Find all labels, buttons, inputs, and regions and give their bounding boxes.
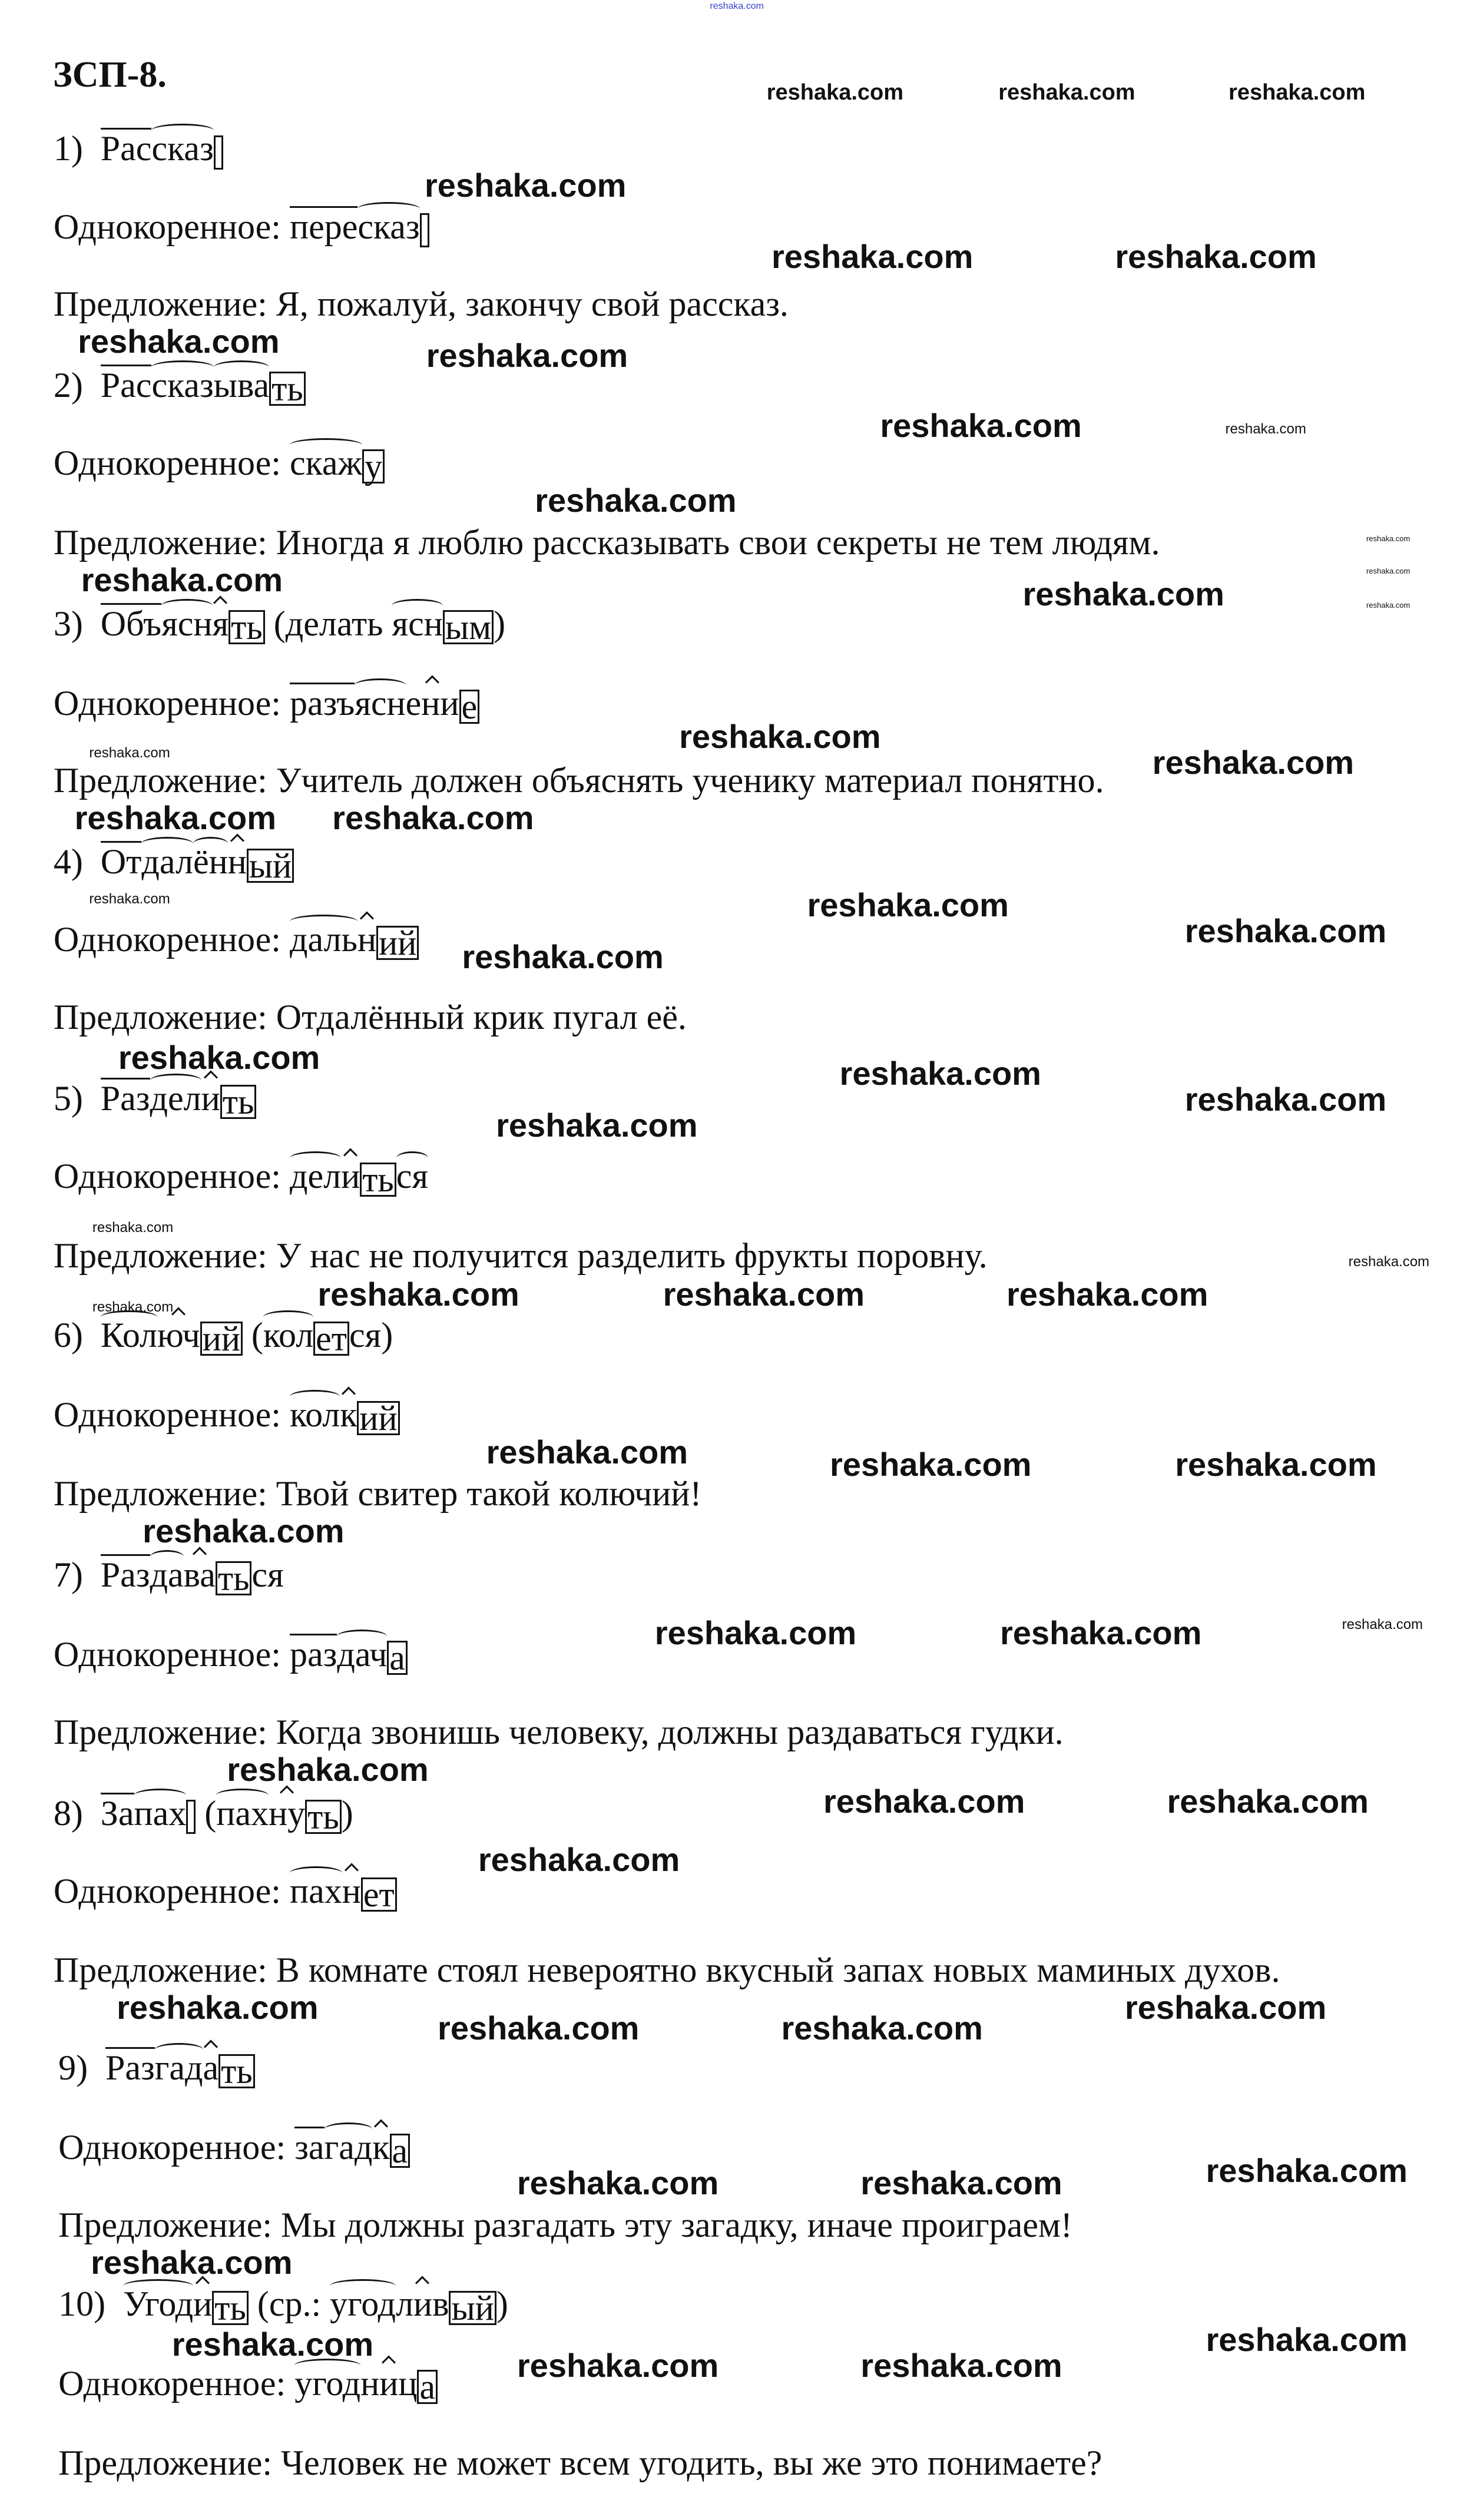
item-word-line <box>53 841 294 885</box>
morpheme-root: дел <box>150 1079 201 1118</box>
morpheme-root: да <box>150 1555 184 1595</box>
morpheme-root: ён <box>193 842 228 882</box>
item-word-line <box>53 365 306 409</box>
item-related-line <box>53 1156 429 1200</box>
morpheme-ending: ет <box>313 1322 349 1356</box>
sentence-text: В комнате стоял невероятно вкусный запах новых маминых духов. <box>276 1951 1280 1990</box>
item-sentence-line <box>54 524 1160 561</box>
watermark-text: reshaka.com <box>89 890 170 907</box>
watermark-text: reshaka.com <box>998 80 1135 105</box>
watermark-text: reshaka.com <box>1167 1782 1369 1820</box>
morpheme-prefix: за <box>294 2127 325 2167</box>
sentence-label: Предложение: <box>53 761 276 800</box>
item-sentence-line <box>54 1237 988 1274</box>
related-label: Однокоренное: <box>53 683 290 723</box>
watermark-text: reshaka.com <box>1124 1989 1327 2026</box>
morpheme-suffix: н <box>342 1871 361 1910</box>
watermark-text: reshaka.com <box>317 1275 519 1313</box>
morpheme-root: скаж <box>289 443 362 483</box>
watermark-text: reshaka.com <box>227 1750 429 1788</box>
item-sentence-line <box>54 285 789 323</box>
morpheme-ending: ий <box>376 926 419 960</box>
item-related-line <box>53 1395 400 1438</box>
item-related-line <box>54 444 385 484</box>
item-sentence-line <box>54 1475 702 1512</box>
morpheme-text: ) <box>494 604 506 643</box>
morpheme-prefix: Объ <box>100 604 162 643</box>
watermark-text: reshaka.com <box>118 1038 320 1076</box>
morpheme-ending: а <box>417 2370 438 2404</box>
item-number: 5) <box>53 1079 101 1118</box>
watermark-text: reshaka.com <box>1366 567 1411 576</box>
watermark-text: reshaka.com <box>74 799 277 837</box>
morpheme-root: угод <box>330 2284 396 2324</box>
page-heading: ЗСП-8. <box>53 55 167 95</box>
related-label: Однокоренное: <box>53 1395 290 1434</box>
morpheme-text: ) <box>341 1793 353 1833</box>
watermark-text: reshaka.com <box>438 2009 640 2047</box>
morpheme-prefix: Раз <box>100 1079 150 1118</box>
morpheme-ending: ть <box>360 1163 396 1197</box>
watermark-text: reshaka.com <box>117 1989 319 2026</box>
watermark-text: reshaka.com <box>332 799 534 837</box>
item-number: 4) <box>53 842 101 882</box>
sentence-label: Предложение: <box>53 284 276 324</box>
watermark-text: reshaka.com <box>1152 743 1355 781</box>
item-word-line <box>53 1078 257 1122</box>
morpheme-text: (делать <box>264 604 392 643</box>
watermark-text: reshaka.com <box>1206 2152 1408 2190</box>
morpheme-root: ясн <box>355 683 406 723</box>
watermark-text: reshaka.com <box>654 1614 857 1651</box>
morpheme-root: дал <box>141 842 193 882</box>
item-sentence-line <box>58 2206 1072 2244</box>
item-number: 3) <box>53 604 101 643</box>
morpheme-ending: ть <box>229 610 265 644</box>
item-word-line <box>54 1316 393 1356</box>
watermark-text: reshaka.com <box>91 2243 293 2281</box>
related-label: Однокоренное: <box>53 920 290 959</box>
morpheme-suffix: н <box>227 842 247 882</box>
morpheme-root: пах <box>216 1793 269 1833</box>
watermark-text: reshaka.com <box>426 337 628 375</box>
watermark-text: reshaka.com <box>425 167 627 204</box>
related-label: Однокоренное: <box>58 2127 295 2167</box>
watermark-text: reshaka.com <box>89 744 170 761</box>
morpheme-prefix: Рас <box>100 366 152 405</box>
item-sentence-line <box>58 2444 1102 2482</box>
watermark-text: reshaka.com <box>486 1433 688 1471</box>
related-label: Однокоренное: <box>53 443 290 483</box>
morpheme-prefix: Раз <box>100 1555 150 1595</box>
morpheme-root: ся <box>396 1156 429 1196</box>
morpheme-text: ) <box>496 2284 508 2324</box>
item-word-line <box>58 2047 255 2091</box>
morpheme-prefix: За <box>100 1793 134 1833</box>
morpheme-ending: у <box>362 449 385 484</box>
morpheme-ending: е <box>459 690 480 724</box>
morpheme-suffix: а <box>203 2048 219 2087</box>
watermark-text: reshaka.com <box>839 1055 1041 1092</box>
morpheme-suffix: и <box>193 2284 213 2324</box>
item-word-line <box>53 603 506 647</box>
morpheme-root: угод <box>294 2364 361 2403</box>
item-word-line <box>58 2284 508 2327</box>
sentence-text: Учитель должен объяснять ученику материал понятно. <box>276 761 1104 800</box>
sentence-text: Когда звонишь человеку, должны раздаваться гудки. <box>276 1712 1064 1751</box>
morpheme-ending: ть <box>269 372 306 406</box>
watermark-text: reshaka.com <box>1184 1081 1387 1118</box>
morpheme-prefix: пере <box>289 207 358 246</box>
watermark-text: reshaka.com <box>92 1219 174 1236</box>
watermark-text: reshaka.com <box>1229 80 1366 105</box>
watermark-text: reshaka.com <box>535 482 737 519</box>
watermark-text: reshaka.com <box>1348 1254 1430 1270</box>
watermark-text: reshaka.com <box>92 1299 174 1316</box>
item-number: 7) <box>53 1555 101 1595</box>
related-label: Однокоренное: <box>53 1156 290 1196</box>
morpheme-ending: ый <box>449 2291 496 2325</box>
watermark-text: reshaka.com <box>1366 600 1411 610</box>
morpheme-root: Кол <box>100 1315 157 1355</box>
morpheme-prefix: От <box>100 842 142 882</box>
item-sentence-line <box>54 1951 1280 1989</box>
morpheme-root: гад <box>324 2127 373 2167</box>
morpheme-ending <box>214 135 223 170</box>
watermark-text: reshaka.com <box>860 2346 1062 2384</box>
watermark-text: reshaka.com <box>771 238 974 276</box>
morpheme-ending: а <box>387 1641 408 1675</box>
sentence-label: Предложение: <box>53 522 276 562</box>
morpheme-ending: ть <box>218 2054 255 2088</box>
related-label: Однокоренное: <box>53 1635 290 1674</box>
morpheme-prefix: Рас <box>100 129 152 168</box>
morpheme-prefix: раз <box>289 1635 337 1674</box>
watermark-text: reshaka.com <box>1006 1275 1209 1313</box>
item-related-line <box>54 683 479 724</box>
sentence-label: Предложение: <box>58 2443 282 2483</box>
item-sentence-line <box>54 1713 1064 1751</box>
item-related-line <box>54 1872 397 1912</box>
sentence-label: Предложение: <box>53 1951 276 1990</box>
morpheme-text: ( <box>242 1315 263 1355</box>
sentence-label: Предложение: <box>58 2205 282 2244</box>
item-word-line <box>54 1793 353 1834</box>
item-word-line <box>53 1554 284 1598</box>
item-sentence-line <box>54 998 687 1036</box>
morpheme-ending: ий <box>200 1322 243 1356</box>
item-related-line <box>58 2364 438 2407</box>
watermark-text: reshaka.com <box>517 2164 719 2201</box>
morpheme-root: ясн <box>161 604 213 643</box>
morpheme-suffix: и <box>341 1156 360 1196</box>
watermark-text: reshaka.com <box>781 2009 983 2047</box>
morpheme-suffix: н <box>357 920 377 959</box>
watermark-text: reshaka.com <box>1022 575 1224 612</box>
morpheme-ending <box>420 213 429 247</box>
watermark-text: reshaka.com <box>1184 912 1387 950</box>
morpheme-text: ся) <box>349 1315 393 1355</box>
related-label: Однокоренное: <box>53 207 290 246</box>
watermark-text: reshaka.com <box>710 1 764 11</box>
morpheme-ending: ый <box>247 849 294 883</box>
sentence-label: Предложение: <box>53 1712 276 1751</box>
watermark-text: reshaka.com <box>1206 2320 1408 2358</box>
morpheme-ending: ть <box>220 1085 257 1119</box>
watermark-text: reshaka.com <box>807 886 1009 924</box>
morpheme-root: сказ <box>151 366 214 405</box>
watermark-text: reshaka.com <box>1115 238 1317 276</box>
sentence-text: Твой свитер такой колючий! <box>276 1474 702 1514</box>
watermark-text: reshaka.com <box>823 1782 1025 1820</box>
morpheme-suffix: ва <box>183 1555 216 1595</box>
morpheme-suffix: лив <box>396 2284 449 2324</box>
item-sentence-line <box>54 761 1104 799</box>
watermark-text: reshaka.com <box>1175 1445 1377 1483</box>
watermark-text: reshaka.com <box>880 406 1082 444</box>
item-number: 2) <box>53 366 101 405</box>
morpheme-ending: ым <box>443 610 494 644</box>
sentence-text: Отдалённый крик пугал её. <box>276 998 687 1037</box>
sentence-label: Предложение: <box>53 1474 276 1514</box>
watermark-text: reshaka.com <box>830 1445 1032 1483</box>
morpheme-root: гад <box>154 2048 203 2087</box>
watermark-text: reshaka.com <box>679 717 881 755</box>
morpheme-suffix: ну <box>268 1793 306 1833</box>
item-related-line <box>53 1634 408 1678</box>
morpheme-root: сказ <box>151 129 214 168</box>
morpheme-root: Угод <box>123 2284 194 2324</box>
watermark-text: reshaka.com <box>171 2325 374 2363</box>
watermark-text: reshaka.com <box>517 2346 719 2384</box>
item-number: 1) <box>53 129 101 168</box>
item-related-line <box>53 920 419 963</box>
morpheme-root: пах <box>134 1793 187 1833</box>
morpheme-ending: ть <box>212 2291 249 2325</box>
morpheme-suffix: к <box>340 1395 357 1434</box>
watermark-text: reshaka.com <box>1366 534 1411 544</box>
sentence-text: Мы должны разгадать эту загадку, иначе проиграем! <box>281 2205 1072 2244</box>
sentence-text: Человек не может всем угодить, вы же это понимаете? <box>281 2443 1102 2483</box>
morpheme-suffix: и <box>201 1079 220 1118</box>
item-number: 9) <box>58 2048 106 2087</box>
morpheme-text: ( <box>196 1793 217 1833</box>
morpheme-suffix: ени <box>405 683 459 723</box>
watermark-text: reshaka.com <box>143 1512 345 1550</box>
watermark-text: reshaka.com <box>496 1107 698 1144</box>
watermark-text: reshaka.com <box>478 1841 680 1879</box>
morpheme-ending: а <box>390 2134 410 2168</box>
morpheme-suffix: ниц <box>360 2364 418 2403</box>
watermark-text: reshaka.com <box>462 938 664 976</box>
item-number: 8) <box>53 1793 101 1833</box>
sentence-label: Предложение: <box>53 998 276 1037</box>
item-related-line <box>58 2127 410 2168</box>
watermark-text: reshaka.com <box>999 1614 1202 1651</box>
watermark-text: reshaka.com <box>1342 1617 1423 1633</box>
watermark-text: reshaka.com <box>81 561 283 598</box>
item-related-line <box>54 206 429 247</box>
morpheme-ending: ть <box>305 1800 342 1834</box>
morpheme-prefix: Раз <box>105 2048 155 2087</box>
morpheme-root: даль <box>289 920 357 959</box>
related-label: Однокоренное: <box>53 1871 290 1910</box>
watermark-text: reshaka.com <box>663 1275 865 1313</box>
morpheme-root: дел <box>289 1156 342 1196</box>
morpheme-root: кол <box>263 1315 314 1355</box>
watermark-text: reshaka.com <box>766 80 904 105</box>
watermark-text: reshaka.com <box>860 2164 1062 2201</box>
morpheme-root: пах <box>289 1871 342 1910</box>
morpheme-text: ся <box>251 1555 284 1595</box>
watermark-text: reshaka.com <box>1225 420 1306 437</box>
morpheme-prefix: разъ <box>289 683 355 723</box>
sentence-text: У нас не получится разделить фрукты поровну. <box>276 1236 988 1275</box>
sentence-label: Предложение: <box>53 1236 276 1275</box>
morpheme-root: ясн <box>392 604 443 643</box>
sentence-text: Я, пожалуй, закончу свой рассказ. <box>276 284 789 324</box>
morpheme-root: сказ <box>357 207 420 246</box>
item-number: 6) <box>53 1315 101 1355</box>
morpheme-suffix: к <box>372 2127 390 2167</box>
morpheme-ending: ет <box>361 1877 397 1912</box>
item-word-line <box>54 128 223 169</box>
watermark-text: reshaka.com <box>78 323 280 360</box>
morpheme-root: дач <box>337 1635 388 1674</box>
morpheme-suffix: я <box>212 604 229 643</box>
morpheme-ending: ть <box>216 1561 252 1595</box>
morpheme-ending <box>186 1800 196 1834</box>
morpheme-root: кол <box>289 1395 340 1434</box>
related-label: Однокоренное: <box>58 2364 295 2403</box>
morpheme-ending: ий <box>357 1401 399 1435</box>
morpheme-text: (ср.: <box>248 2284 330 2324</box>
item-number: 10) <box>58 2284 124 2324</box>
morpheme-suffix: юч <box>157 1315 200 1355</box>
sentence-text: Иногда я люблю рассказывать свои секреты не тем людям. <box>276 522 1160 562</box>
morpheme-root: ыва <box>213 366 270 405</box>
